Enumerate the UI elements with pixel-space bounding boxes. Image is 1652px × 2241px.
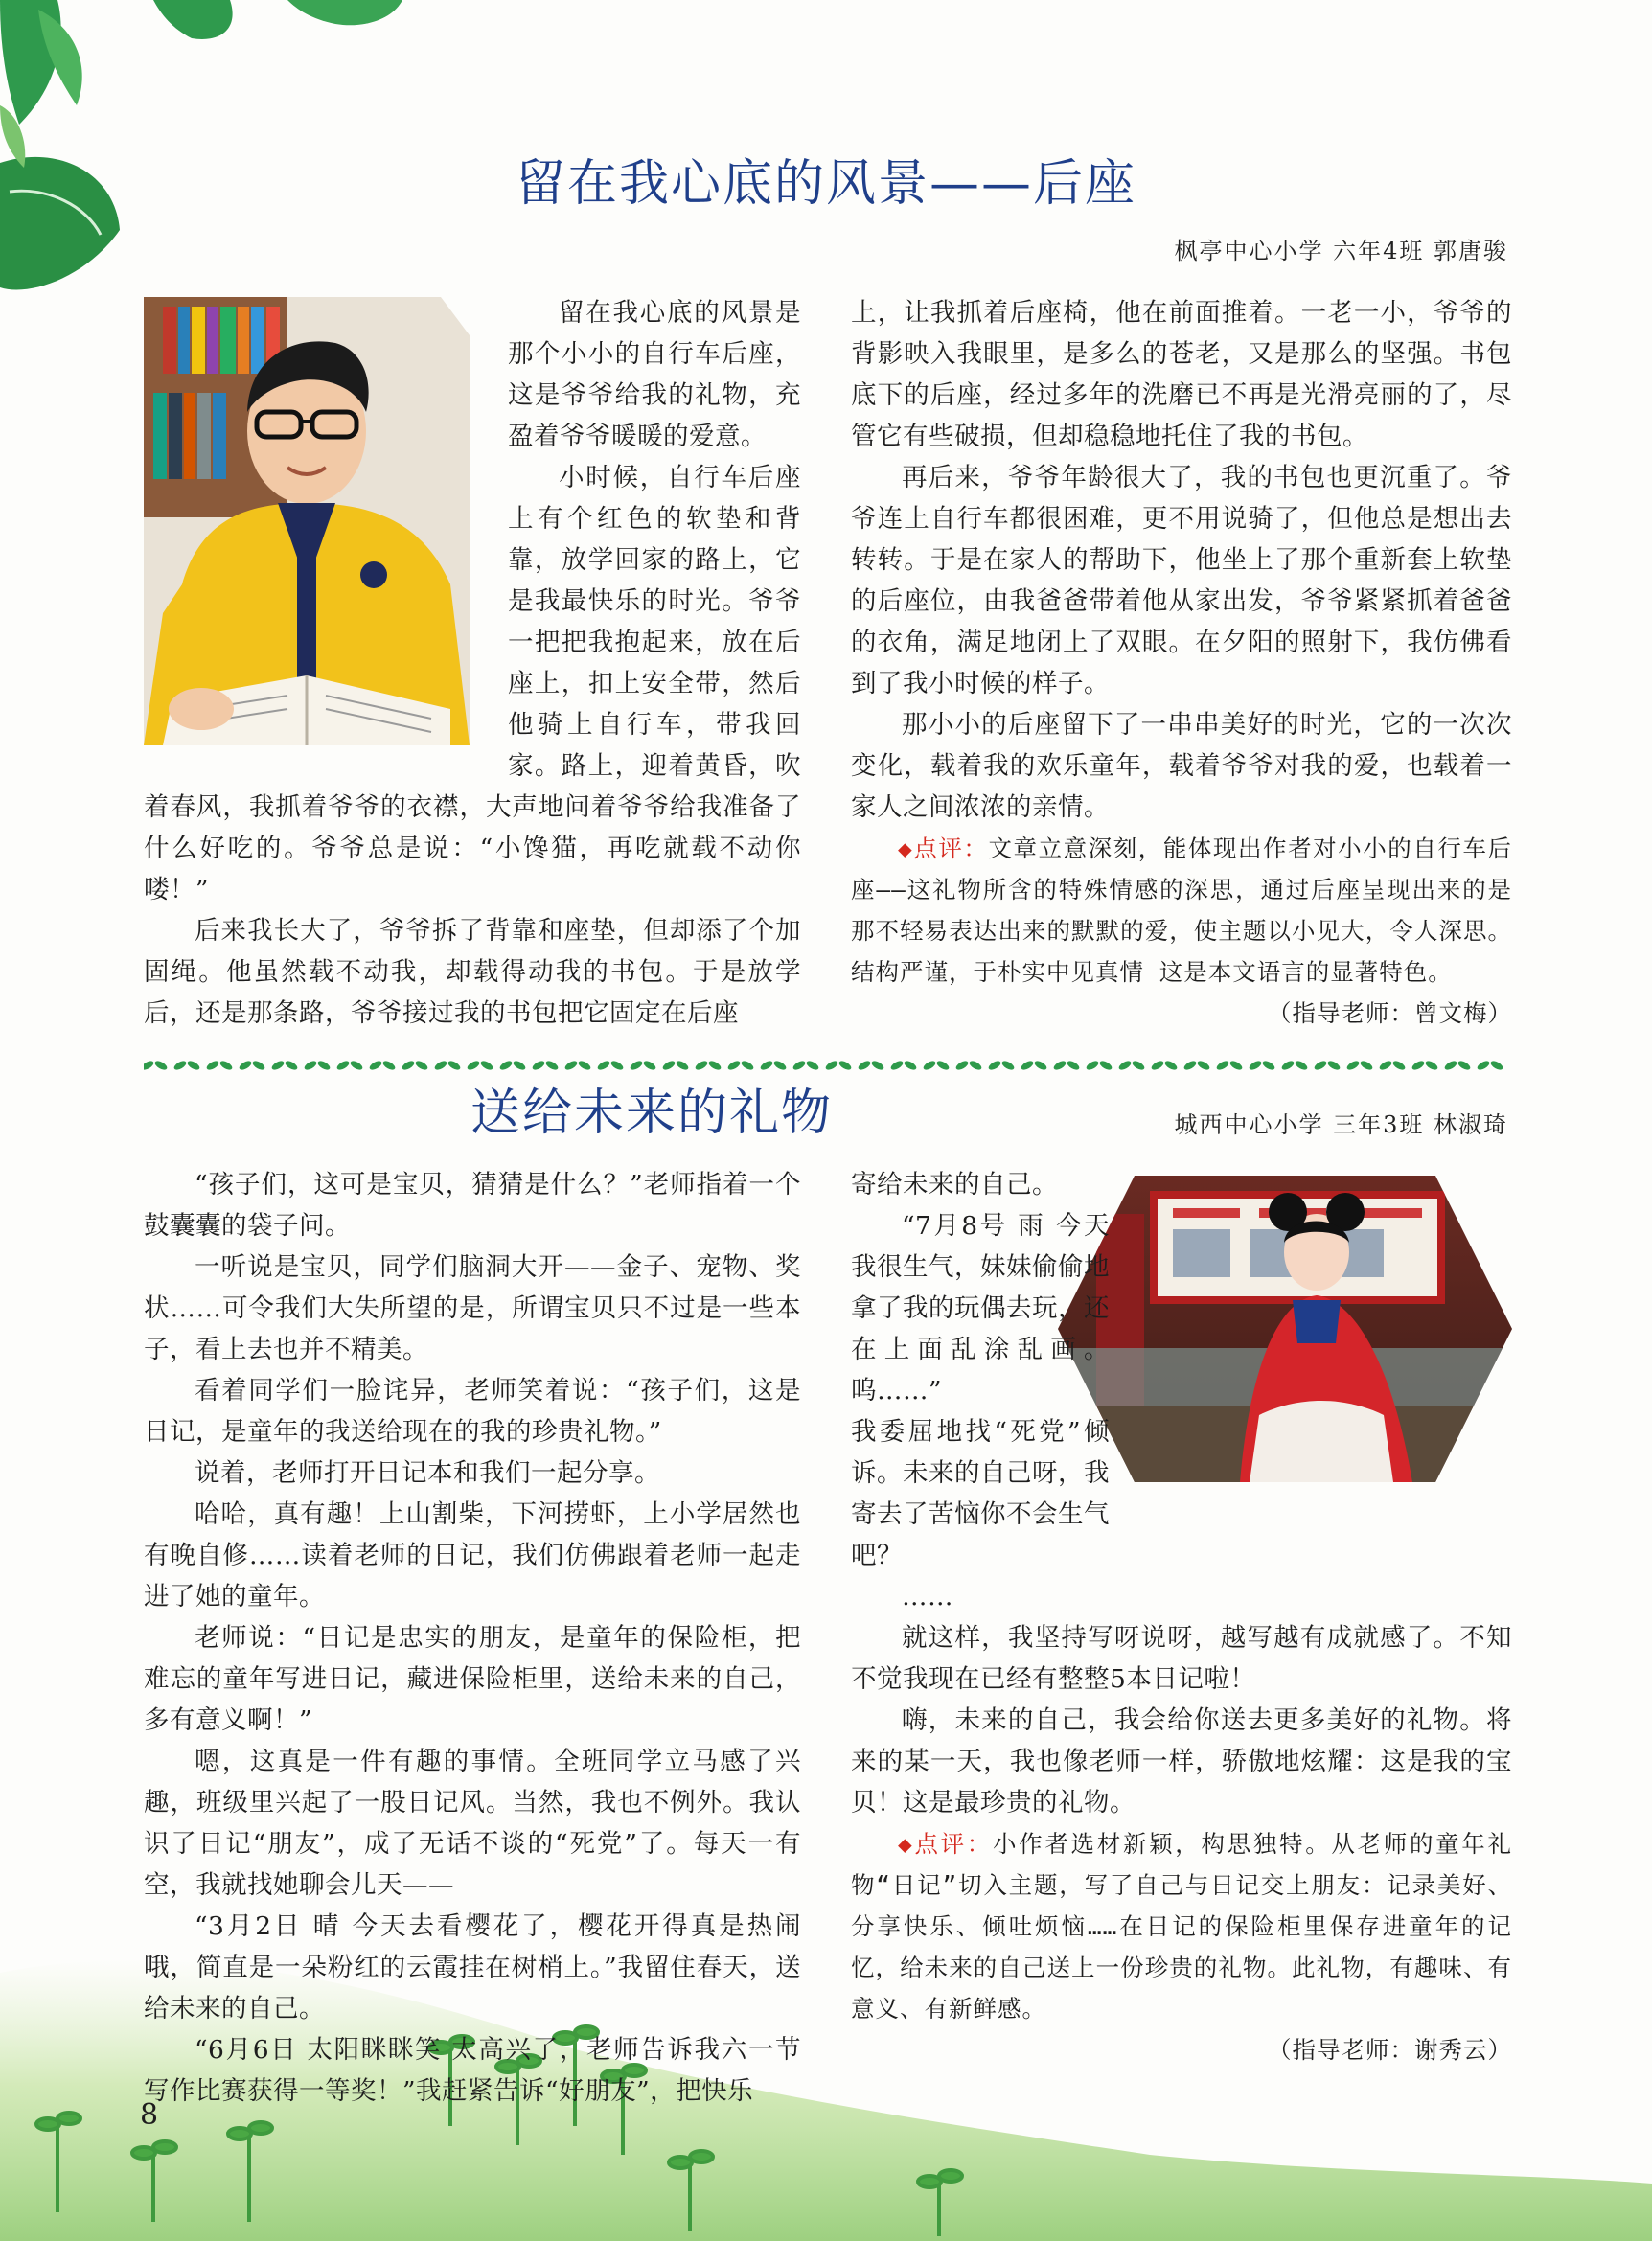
divider-leaf (1020, 1059, 1035, 1071)
divider-leaf (1424, 1059, 1439, 1071)
divider-leaf (466, 1059, 481, 1071)
divider-leaf (1359, 1059, 1374, 1071)
article-1-paragraph: 那小小的后座留下了一串串美好的时光，它的一次次变化，载着我的欢乐童年，载着爷爷对我的爱，也载着一家人之间浓浓的亲情。 (851, 710, 1512, 822)
divider-leaf (1228, 1059, 1244, 1071)
divider-leaf (238, 1059, 253, 1071)
divider-leaf (1294, 1059, 1309, 1071)
divider-leaf (1391, 1059, 1407, 1071)
divider-leaf (303, 1059, 318, 1071)
divider-leaf (218, 1059, 234, 1071)
divider-leaf (1033, 1059, 1048, 1071)
divider-leaf (270, 1059, 286, 1071)
divider-leaf (153, 1059, 169, 1071)
divider-leaf (479, 1059, 494, 1071)
divider-leaf (707, 1059, 723, 1071)
divider-leaf (512, 1059, 527, 1071)
divider-leaf (824, 1059, 839, 1071)
article-2-paragraph: 嗯，这真是一件有趣的事情。全班同学立马感了兴趣，班级里兴起了一股日记风。当然，我也不例外。我认识了日记“朋友”，成了无话不谈的“死党”了。每天一有空，我就找她聊会儿天—— (144, 1747, 801, 1900)
divider-leaf (381, 1059, 397, 1071)
article-1-paragraph: 再后来，爷爷年龄很大了，我的书包也更沉重了。爷爷连上自行车都很困难，更不用说骑了，但他总是想出去转转。于是在家人的帮助下，他坐上了那个重新套上软垫的后座位，由我爸爸带着他从家出发，爷爷紧紧抓着爸爸的衣角，满足地闭上了双眼。在夕阳的照射下，我仿佛看到了我小时候的样子。 (851, 463, 1512, 698)
divider-leaf (1411, 1059, 1426, 1071)
article-1-paragraph: 后来我长大了，爷爷拆了背靠和座垫，但却添了个加固绳。他虽然载不动我，却载得动我的书包。于是放学后，还是那条路，爷爷接过我的书包把它固定在后座 (144, 916, 801, 1028)
article-2-comment (851, 1823, 1512, 2029)
divider-leaf (1378, 1059, 1393, 1071)
divider-leaf (186, 1059, 201, 1071)
divider-leaf (629, 1059, 644, 1071)
divider-leaf (1248, 1059, 1263, 1071)
divider-leaf (759, 1059, 774, 1071)
divider-leaf (675, 1059, 690, 1071)
divider-leaf (1326, 1059, 1342, 1071)
article-2-paragraph: 就这样，我坚持写呀说呀，越写越有成就感了。不知不觉我现在已经有整整5本日记啦！ (851, 1623, 1512, 1694)
comment-text: 文章立意深刻，能体现出作者对小小的自行车后座——这礼物所含的特殊情感的深思，通过后座呈现出来的是那不轻易表达出来的默默的爱，使主题以小见大，令人深思。结构严谨，于朴实中见真情 这是本文语言的显著特色。 (851, 835, 1512, 986)
article-2-left-column (144, 1164, 801, 2112)
article-2-right-column (851, 1164, 1512, 2070)
divider-leaf (544, 1059, 560, 1071)
article-1-paragraph: 上，让我抓着后座椅，他在前面推着。一老一小，爷爷的背影映入我眼里，是多么的苍老，又是那么的坚强。书包底下的后座，经过多年的洗磨已不再是光滑亮丽的了，尽管它有些破损，但却稳稳地托住了我的书包。 (851, 298, 1512, 451)
article-2-paragraph: 一听说是宝贝，同学们脑洞大开——金子、宠物、奖状……可令我们大失所望的是，所谓宝贝只不过是一些本子，看上去也并不精美。 (144, 1252, 801, 1364)
article-1-paragraph: 留在我心底的风景是那个小小的自行车后座，这是爷爷给我的礼物，充盈着爷爷暖暖的爱意。 (508, 298, 801, 451)
divider-leaf (531, 1059, 546, 1071)
article-2-teacher: （指导老师：谢秀云） (1268, 2036, 1512, 2064)
divider-leaf (694, 1059, 709, 1071)
divider-leaf (1313, 1059, 1328, 1071)
divider-leaf (1117, 1059, 1133, 1071)
article-2-paragraph: 看着同学们一脸诧异，老师笑着说：“孩子们，这是日记，是童年的我送给现在的我的珍贵礼物。” (144, 1376, 801, 1447)
divider-leaf (596, 1059, 611, 1071)
divider-leaf (316, 1059, 332, 1071)
leaf-divider (144, 1058, 1512, 1073)
article-2-paragraph: “孩子们，这可是宝贝，猜猜是什么？”老师指着一个鼓囊囊的袋子问。 (144, 1170, 801, 1241)
divider-leaf (661, 1059, 677, 1071)
article-2-title: 送给未来的礼物 (470, 1085, 833, 1142)
article-2-paragraph: 哈哈，真有趣！上山割柴，下河捞虾，上小学居然也有晚自修……读着老师的日记，我们仿佛跟着老师一起走进了她的童年。 (144, 1499, 801, 1612)
divider-leaf (563, 1059, 579, 1071)
article-1-paragraph: 小时候，自行车后座上有个红色的软垫和背靠，放学回家的路上，它是我最快乐的时光。爷爷一把把我抱起来，放在后座上，扣上安全带，然后他骑上自行车，带我回家。路上，迎着黄昏，吹着春风，我抓着爷爷的衣襟，大声地问着爷爷给我准备了什么好吃的。爷爷总是说：“小馋猫，再吃就载不动你喽！” (144, 463, 801, 904)
divider-leaf (954, 1059, 970, 1071)
divider-leaf (837, 1059, 853, 1071)
divider-leaf (335, 1059, 351, 1071)
article-2-byline: 城西中心小学 三年3班 林淑琦 (1174, 1111, 1508, 1138)
divider-leaf (1182, 1059, 1198, 1071)
divider-leaf (433, 1059, 448, 1071)
divider-leaf (368, 1059, 383, 1071)
divider-leaf (205, 1059, 220, 1071)
comment-label: 点评： (914, 1830, 993, 1858)
article-2-paragraph: 我委屈地找“死党”倾诉。未来的自己呀，我寄去了苦恼你不会生气吧？ (851, 1417, 1110, 1570)
divider-leaf (1280, 1059, 1296, 1071)
diamond-icon: ◆ (898, 835, 914, 862)
divider-leaf (726, 1059, 742, 1071)
comment-label: 点评： (913, 835, 989, 862)
page-number: 8 (140, 2098, 159, 2132)
article-2-paragraph: 寄给未来的自己。 (851, 1170, 1058, 1200)
divider-leaf (1085, 1059, 1100, 1071)
divider-leaf (1066, 1059, 1081, 1071)
divider-leaf (1052, 1059, 1067, 1071)
divider-leaf (1345, 1059, 1361, 1071)
article-1-right-column (851, 292, 1512, 1034)
divider-leaf (1489, 1059, 1504, 1071)
article-1-teacher: （指导老师：曾文梅） (1268, 999, 1512, 1027)
diamond-icon: ◆ (898, 1830, 915, 1858)
divider-leaf (172, 1059, 188, 1071)
divider-leaf (870, 1059, 885, 1071)
divider-leaf (642, 1059, 657, 1071)
article-2-quote: “7月8号 雨 今天我很生气，妹妹偷偷地拿了我的玩偶去玩，还在上面乱涂乱画。呜……” (851, 1211, 1110, 1406)
divider-leaf (792, 1059, 807, 1071)
divider-leaf (968, 1059, 983, 1071)
divider-leaf (498, 1059, 514, 1071)
divider-leaf (447, 1059, 462, 1071)
divider-leaf (349, 1059, 364, 1071)
divider-leaf (1457, 1059, 1472, 1071)
divider-leaf (857, 1059, 872, 1071)
divider-leaf (987, 1059, 1002, 1071)
article-1-comment (851, 828, 1512, 993)
divider-leaf (144, 1059, 155, 1071)
article-2-paragraph: 说着，老师打开日记本和我们一起分享。 (195, 1458, 660, 1488)
divider-leaf (1000, 1059, 1016, 1071)
article-2-paragraph: “6月6日 太阳眯眯笑 太高兴了，老师告诉我六一节写作比赛获得一等奖！”我赶紧告诉“好朋友”，把快乐 (144, 2035, 801, 2106)
divider-leaf (577, 1059, 592, 1071)
divider-leaf (1476, 1059, 1491, 1071)
divider-leaf (1150, 1059, 1165, 1071)
divider-leaf (1196, 1059, 1211, 1071)
divider-leaf (1163, 1059, 1179, 1071)
article-2-paragraph: 老师说：“日记是忠实的朋友，是童年的保险柜，把难忘的童年写进日记，藏进保险柜里，送给未来的自己，多有意义啊！” (144, 1623, 801, 1735)
article-2-paragraph: “3月2日 晴 今天去看樱花了，樱花开得真是热闹哦，简直是一朵粉红的云霞挂在树梢上。”我留住春天，送给未来的自己。 (144, 1911, 801, 2024)
divider-leaf (922, 1059, 937, 1071)
article-1-left-column (144, 292, 801, 1034)
divider-leaf (805, 1059, 820, 1071)
article-2-ellipsis: …… (902, 1582, 953, 1612)
divider-leaf (414, 1059, 429, 1071)
divider-leaf (401, 1059, 416, 1071)
divider-leaf (251, 1059, 266, 1071)
divider-leaf (1215, 1059, 1230, 1071)
divider-leaf (1443, 1059, 1458, 1071)
article-1-title: 留在我心底的风景——后座 (515, 155, 1136, 213)
article-2-paragraph: 嗨，未来的自己，我会给你送去更多美好的礼物。将来的某一天，我也像老师一样，骄傲地炫耀：这是我的宝贝！这是最珍贵的礼物。 (851, 1705, 1512, 1818)
article-1-byline: 枫亭中心小学 六年4班 郭唐骏 (1174, 238, 1508, 264)
divider-leaf (740, 1059, 755, 1071)
divider-leaf (772, 1059, 788, 1071)
comment-text: 小作者选材新颖，构思独特。从老师的童年礼物“日记”切入主题，写了自己与日记交上朋友：记录美好、分享快乐、倾吐烦恼……在日记的保险柜里保存进童年的记忆，给未来的自己送上一份珍贵的礼物。此礼物，有趣味、有意义、有新鲜感。 (851, 1830, 1512, 2023)
divider-leaf (1261, 1059, 1276, 1071)
divider-leaf (1098, 1059, 1113, 1071)
divider-leaf (889, 1059, 905, 1071)
divider-leaf (284, 1059, 299, 1071)
divider-leaf (609, 1059, 625, 1071)
divider-leaf (903, 1059, 918, 1071)
divider-leaf (1131, 1059, 1146, 1071)
divider-leaf (935, 1059, 951, 1071)
